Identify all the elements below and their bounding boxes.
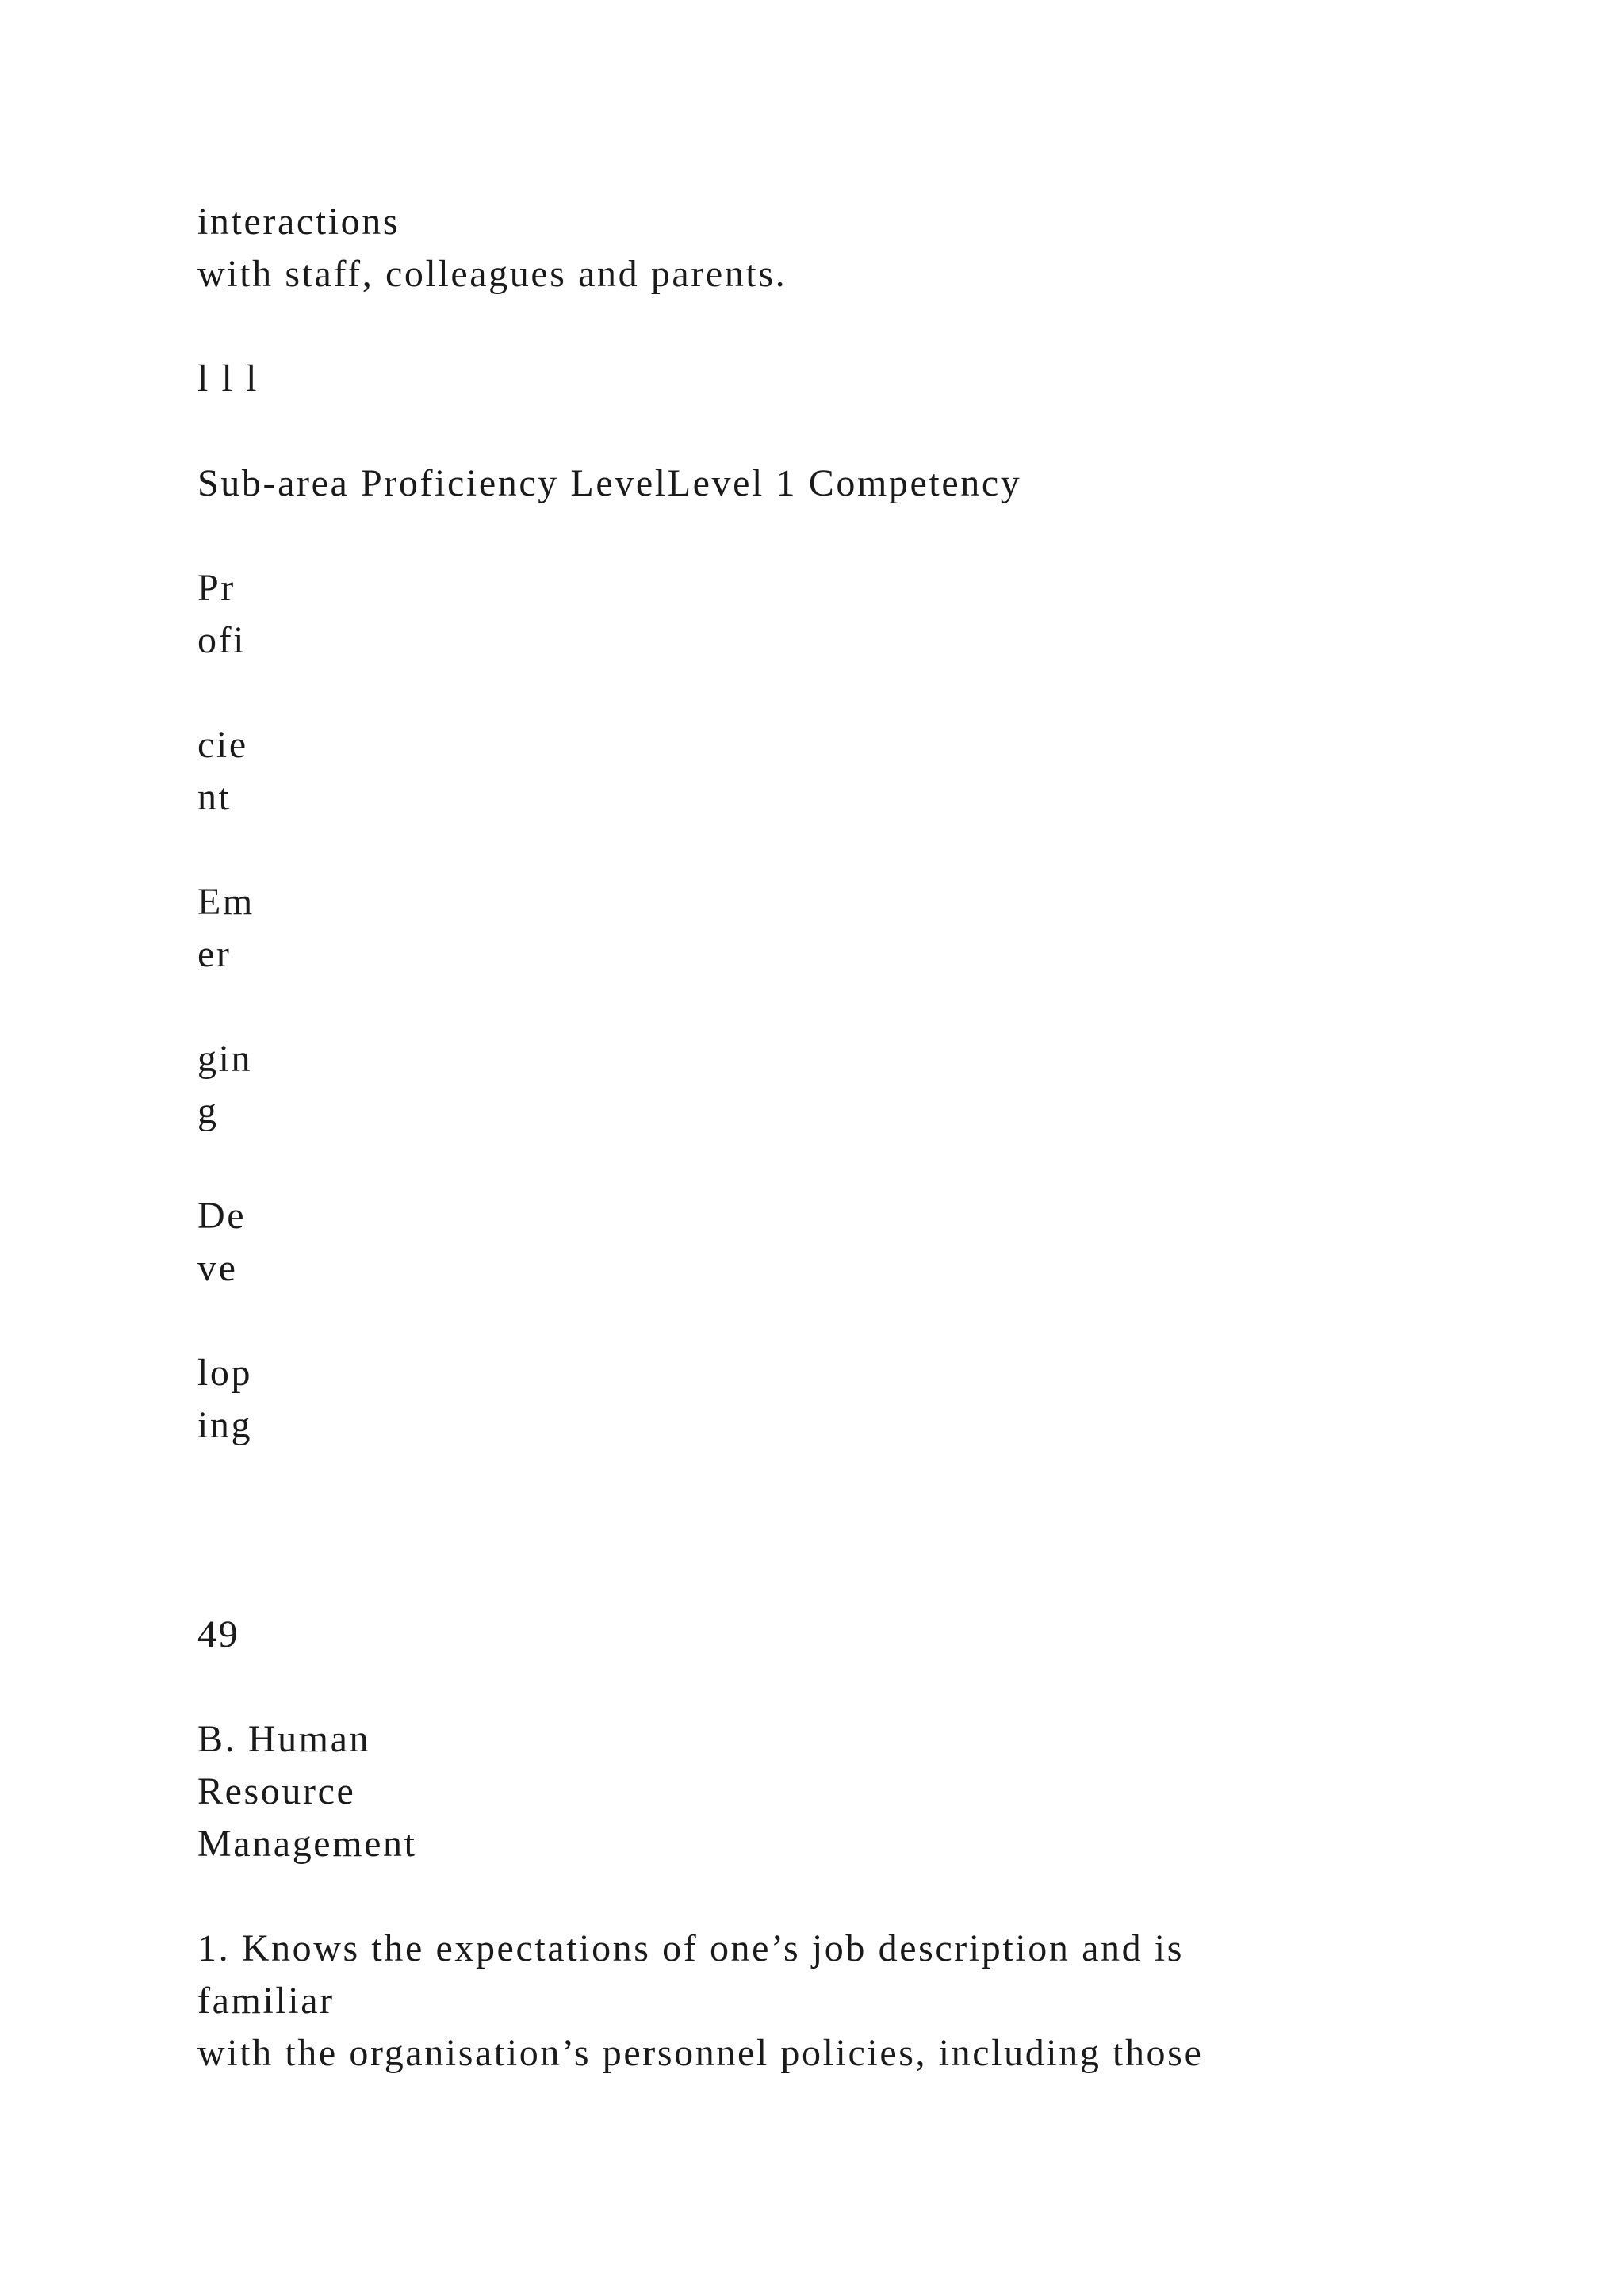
text-line: lop: [197, 1352, 253, 1394]
table-header-line: Sub-area Proficiency LevelLevel 1 Competency: [197, 462, 1022, 504]
text-line: cie: [197, 724, 248, 766]
page-number: 49: [197, 1613, 240, 1655]
text-line: with the organisation’s personnel policies, including those: [197, 2032, 1204, 2074]
text-line: ing: [197, 1404, 253, 1446]
text-line: ofi: [197, 619, 247, 661]
text-line: 1. Knows the expectations of one’s job description and is: [197, 1927, 1184, 1969]
text-line: Em: [197, 881, 255, 923]
text-line: familiar: [197, 1980, 335, 2022]
section-heading: Management: [197, 1823, 417, 1865]
section-heading: Resource: [197, 1770, 356, 1812]
text-line: De: [197, 1195, 247, 1237]
text-line: ve: [197, 1247, 238, 1289]
text-line: gin: [197, 1038, 253, 1080]
text-line: g: [197, 1090, 219, 1132]
section-heading: B. Human: [197, 1718, 371, 1760]
text-line: nt: [197, 776, 232, 818]
text-line: er: [197, 933, 232, 975]
text-line: with staff, colleagues and parents.: [197, 253, 787, 295]
text-line: interactions: [197, 201, 400, 243]
text-line: l l l: [197, 358, 259, 400]
text-line: Pr: [197, 567, 236, 609]
